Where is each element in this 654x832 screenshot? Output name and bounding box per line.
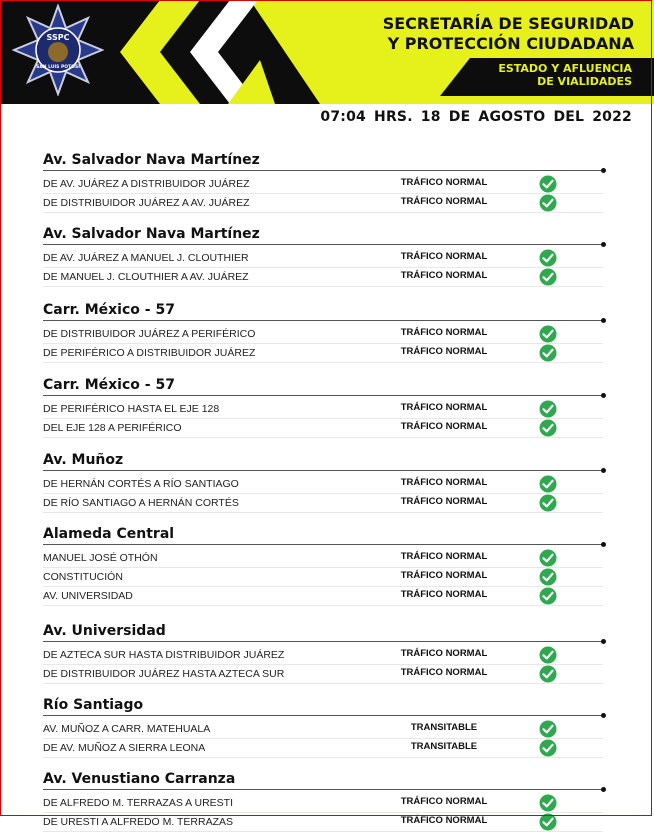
subtitle-line1: ESTADO Y AFLUENCIA: [498, 62, 632, 75]
check-icon: [539, 344, 557, 362]
section-divider: [43, 395, 603, 396]
traffic-status: TRÁFICO NORMAL: [400, 589, 488, 600]
section-divider: [43, 170, 603, 171]
check-icon: [539, 813, 557, 831]
road-name: Alameda Central: [43, 526, 175, 542]
road-section: [43, 769, 603, 832]
check-icon: [539, 419, 557, 437]
route-description: DEL EJE 128 A PERIFÉRICO: [43, 422, 182, 434]
route-description: MANUEL JOSÉ OTHÓN: [43, 552, 158, 564]
road-name: Av. Muñoz: [43, 452, 124, 468]
route-description: DE DISTRIBUIDOR JUÁREZ A PERIFÉRICO: [43, 328, 256, 340]
route-description: DE URESTI A ALFREDO M. TERRAZAS: [43, 816, 234, 828]
road-section: [43, 450, 603, 513]
road-section: [43, 224, 603, 287]
badge-subtext: SAN LUIS POTOSÍ: [36, 65, 80, 70]
road-name: Av. Salvador Nava Martínez: [43, 226, 260, 242]
traffic-status: TRÁFICO NORMAL: [400, 196, 488, 207]
road-section: [43, 524, 603, 606]
traffic-status: TRANSITABLE: [410, 741, 478, 752]
report-datetime: 07:04 HRS. 18 DE AGOSTO DEL 2022: [320, 109, 632, 125]
section-divider: [43, 715, 603, 716]
check-icon: [539, 325, 557, 343]
check-icon: [539, 739, 557, 757]
section-divider: [43, 544, 603, 545]
section-divider: [43, 641, 603, 642]
route-row: [43, 400, 603, 419]
road-section: [43, 621, 603, 684]
organization-title: [383, 14, 634, 54]
check-icon: [539, 794, 557, 812]
traffic-status: TRÁFICO NORMAL: [400, 496, 488, 507]
route-description: CONSTITUCIÓN: [43, 571, 123, 583]
check-icon: [539, 175, 557, 193]
route-row: [43, 549, 603, 568]
check-icon: [539, 720, 557, 738]
road-section: [43, 695, 603, 758]
road-name: Carr. México - 57: [43, 377, 175, 393]
org-title-line1: SECRETARÍA DE SEGURIDAD: [382, 14, 634, 33]
traffic-status: TRÁFICO NORMAL: [400, 796, 488, 807]
road-section: [43, 150, 603, 213]
section-divider: [43, 244, 603, 245]
traffic-status: TRÁFICO NORMAL: [400, 667, 488, 678]
traffic-status: TRÁFICO NORMAL: [400, 551, 488, 562]
check-icon: [539, 549, 557, 567]
shield-emblem-icon: [48, 42, 68, 62]
route-row: [43, 268, 603, 287]
traffic-status: TRANSITABLE: [410, 722, 478, 733]
route-description: DE AV. JUÁREZ A MANUEL J. CLOUTHIER: [43, 252, 249, 264]
road-section: [43, 375, 603, 438]
check-icon: [539, 400, 557, 418]
route-description: DE PERIFÉRICO A DISTRIBUIDOR JUÁREZ: [43, 347, 256, 359]
check-icon: [539, 475, 557, 493]
header-banner: [0, 0, 654, 104]
traffic-status: TRÁFICO NORMAL: [400, 402, 488, 413]
route-row: [43, 325, 603, 344]
road-name: Av. Universidad: [43, 623, 166, 639]
check-icon: [539, 249, 557, 267]
route-row: [43, 568, 603, 587]
route-row: [43, 794, 603, 813]
route-description: AV. MUÑOZ A CARR. MATEHUALA: [43, 723, 211, 735]
road-name: Río Santiago: [43, 697, 144, 713]
road-name: Carr. México - 57: [43, 302, 175, 318]
route-row: [43, 587, 603, 606]
route-description: DE RÍO SANTIAGO A HERNÁN CORTÉS: [43, 497, 239, 509]
traffic-status: TRÁFICO NORMAL: [400, 270, 488, 281]
route-description: DE DISTRIBUIDOR JUÁREZ A AV. JUÁREZ: [43, 197, 250, 209]
route-row: [43, 175, 603, 194]
traffic-status: TRÁFICO NORMAL: [400, 815, 488, 826]
report-subtitle: [498, 62, 632, 88]
traffic-status: TRÁFICO NORMAL: [400, 346, 488, 357]
check-icon: [539, 194, 557, 212]
route-row: [43, 739, 603, 758]
check-icon: [539, 665, 557, 683]
route-description: DE DISTRIBUIDOR JUÁREZ HASTA AZTECA SUR: [43, 668, 285, 680]
check-icon: [539, 587, 557, 605]
org-title-line2: Y PROTECCIÓN CIUDADANA: [387, 34, 634, 53]
route-row: [43, 720, 603, 739]
badge-text: SSPC: [46, 33, 70, 42]
route-row: [43, 194, 603, 213]
traffic-status: TRÁFICO NORMAL: [400, 251, 488, 262]
sspc-badge: [12, 4, 104, 96]
road-section: [43, 300, 603, 363]
section-divider: [43, 320, 603, 321]
check-icon: [539, 494, 557, 512]
route-row: [43, 494, 603, 513]
route-row: [43, 813, 603, 832]
route-description: DE ALFREDO M. TERRAZAS A URESTI: [43, 797, 234, 809]
check-icon: [539, 268, 557, 286]
traffic-status: TRÁFICO NORMAL: [400, 421, 488, 432]
traffic-status: TRÁFICO NORMAL: [400, 177, 488, 188]
route-description: AV. UNIVERSIDAD: [43, 590, 133, 602]
road-name: Av. Salvador Nava Martínez: [43, 152, 260, 168]
traffic-status: TRÁFICO NORMAL: [400, 648, 488, 659]
check-icon: [539, 646, 557, 664]
roads-list: [43, 150, 603, 832]
traffic-status: TRÁFICO NORMAL: [400, 570, 488, 581]
road-name: Av. Venustiano Carranza: [43, 771, 236, 787]
route-row: [43, 249, 603, 268]
subtitle-line2: DE VIALIDADES: [537, 75, 632, 88]
route-description: DE AZTECA SUR HASTA DISTRIBUIDOR JUÁREZ: [43, 649, 285, 661]
traffic-status: TRÁFICO NORMAL: [400, 477, 488, 488]
section-divider: [43, 789, 603, 790]
route-row: [43, 665, 603, 684]
route-description: DE AV. JUÁREZ A DISTRIBUIDOR JUÁREZ: [43, 178, 250, 190]
route-description: DE HERNÁN CORTÉS A RÍO SANTIAGO: [43, 478, 239, 490]
route-description: DE MANUEL J. CLOUTHIER A AV. JUÁREZ: [43, 271, 249, 283]
route-description: DE AV. MUÑOZ A SIERRA LEONA: [43, 742, 206, 754]
route-row: [43, 344, 603, 363]
route-row: [43, 419, 603, 438]
route-description: DE PERIFÉRICO HASTA EL EJE 128: [43, 403, 220, 415]
check-icon: [539, 568, 557, 586]
traffic-status: TRÁFICO NORMAL: [400, 327, 488, 338]
section-divider: [43, 470, 603, 471]
route-row: [43, 475, 603, 494]
route-row: [43, 646, 603, 665]
